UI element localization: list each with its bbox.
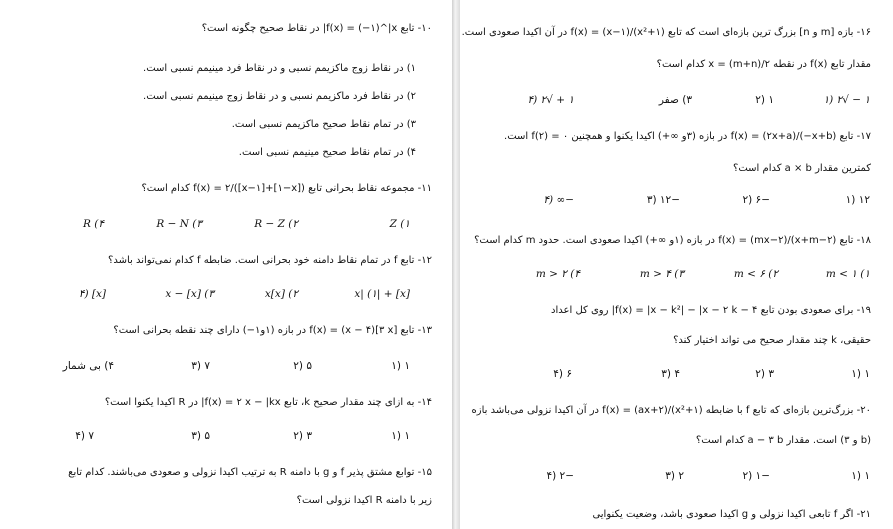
q13-stem: ۱۳- تابع f(x) = (x − ۴)[۳ x] در بازه (۱و۱−) دارای چند نقطه بحرانی است؟	[113, 325, 432, 336]
q17-option-3: −۱۲ (۳	[646, 194, 680, 206]
q14-option-1: ۱ (۱	[391, 430, 410, 442]
q13-option-2: ۵ (۲	[293, 360, 312, 372]
q15-line-1: ۱۵- توابع مشتق پذیر f و g با دامنه R به ترتیب اکیدا نزولی و صعودی می‌باشند. کدام تابع	[68, 467, 432, 478]
q11-option-4: R (۴	[83, 218, 104, 230]
q11-option-1: Z (۱	[389, 218, 410, 230]
q16-option-3: ۳) صفر	[658, 94, 692, 106]
q13-option-1: ۱ (۱	[391, 360, 410, 372]
q13-option-4: ۴) بی شمار	[62, 360, 114, 372]
q13-option-3: ۷ (۳	[191, 360, 210, 372]
q12-option-1: [x] + |x| (۱	[354, 288, 410, 300]
q10-option-1: ۱) در نقاط زوج ماکزیمم نسبی و در نقاط فرد مینیمم نسبی است.	[143, 63, 416, 74]
q18-stem: ۱۸- تابع f(x) = (mx−۲)/(x+m−۲) در بازه (۱و ∞+) اکیدا صعودی است. حدود m کدام است؟	[474, 235, 871, 246]
q11-option-3: R − N (۳	[156, 218, 202, 230]
q18-option-4: m > ۲ (۴	[535, 268, 580, 280]
q19-option-2: ۳ (۲	[755, 368, 774, 380]
q16-line-1: ۱۶- بازه [m و n] بزرگ ترین بازه‌ای است که تابع f(x) = (x−۱)/(x²+۱) در آن اکیدا صعودی است.	[461, 27, 871, 38]
q14-option-3: ۵ (۳	[191, 430, 210, 442]
q16-option-4: ۱ + √۲ (۴	[527, 94, 574, 106]
q12-option-4: [x] (۴	[78, 288, 106, 300]
q20-line-1: ۲۰- بزرگ‌ترین بازه‌ای که تابع f با ضابطه f(x) = (ax+۲)/(x²+۱) در آن اکیدا نزولی می‌باشد بازه	[471, 405, 871, 416]
q12-option-2: x[x] (۲	[264, 288, 298, 300]
q18-options	[500, 268, 870, 284]
q18-option-2: m < ۶ (۲	[733, 268, 778, 280]
q19-line-1: ۱۹- برای صعودی بودن تابع f(x) = |x − k²| − |x − ۲ k − ۴| روی کل اعداد	[551, 305, 871, 316]
q13-options	[60, 360, 410, 376]
q12-options	[60, 288, 410, 304]
q12-stem: ۱۲- تابع f در تمام نقاط دامنه خود بحرانی است. ضابطه f کدام نمی‌تواند باشد؟	[108, 255, 432, 266]
q10-option-4: ۴) در تمام نقاط صحیح مینیمم نسبی است.	[238, 147, 416, 158]
q16-line-2: مقدار تابع f(x) در نقطه x = (m+n)/۲ کدام است؟	[656, 59, 871, 70]
q20-options	[500, 470, 870, 486]
page-gutter	[452, 0, 460, 529]
q20-line-2: (b و ۳) است. مقدار a − ۳ b کدام است؟	[695, 435, 871, 446]
q20-option-2: −۱ (۲	[742, 470, 770, 482]
q19-option-1: ۱ (۱	[851, 368, 870, 380]
q19-option-4: ۶ (۴	[553, 368, 572, 380]
q11-stem: ۱۱- مجموعه نقاط بحرانی تابع f(x) = ۲/([x−۱]+[۱−x]) کدام است؟	[141, 183, 432, 194]
q21-line-1: ۲۱- اگر f تابعی اکیدا نزولی و g اکیدا صعودی باشد، وضعیت یکنوایی	[592, 509, 871, 520]
q18-option-3: m > ۴ (۳	[639, 268, 684, 280]
q17-line-2: کمترین مقدار a × b کدام است؟	[733, 163, 871, 174]
q20-option-1: ۱ (۱	[851, 470, 870, 482]
q17-options	[500, 194, 870, 210]
q20-option-4: −۲ (۴	[546, 470, 574, 482]
q18-option-1: m < ۱ (۱	[825, 268, 870, 280]
q17-option-4: −∞ (۴	[543, 194, 574, 206]
q10-option-3: ۳) در تمام نقاط صحیح ماکزیمم نسبی است.	[231, 119, 416, 130]
q17-line-1: ۱۷- تابع f(x) = (۲x+a)/(−x+b) در بازه (۳و ∞+) اکیدا یکنوا و همچنین ۰ = f(۲) است.	[504, 131, 871, 142]
q10-stem: ۱۰- تابع f(x) = (−۱)^|x| در نقاط صحیح چگونه است؟	[201, 23, 432, 34]
q16-options	[500, 94, 870, 110]
q10-option-2: ۲) در نقاط فرد ماکزیمم نسبی و در نقاط زوج مینیمم نسبی است.	[143, 91, 416, 102]
q11-options	[60, 218, 410, 234]
q14-stem: ۱۴- به ازای چند مقدار صحیح k، تابع f(x) = ۲ x − |kx| در R اکیدا یکنوا است؟	[104, 397, 432, 408]
q16-option-1: ۱ − √۲ (۱	[823, 94, 870, 106]
q17-option-2: −۶ (۲	[742, 194, 770, 206]
q11-option-2: R − Z (۲	[254, 218, 298, 230]
q14-options	[60, 430, 410, 446]
q15-line-2: زیر با دامنه R اکیدا نزولی است؟	[296, 495, 432, 506]
q12-option-3: x − [x] (۳	[165, 288, 214, 300]
q14-option-4: ۷ (۴	[75, 430, 94, 442]
q19-options	[500, 368, 870, 384]
q19-line-2: حقیقی، k چند مقدار صحیح می تواند اختیار کند؟	[673, 335, 871, 346]
q16-option-2: ۱ (۲	[755, 94, 774, 106]
q19-option-3: ۴ (۳	[661, 368, 680, 380]
q14-option-2: ۳ (۲	[293, 430, 312, 442]
q17-option-1: ۱۲ (۱	[845, 194, 870, 206]
right-page	[460, 0, 893, 529]
q20-option-3: ۲ (۳	[665, 470, 684, 482]
